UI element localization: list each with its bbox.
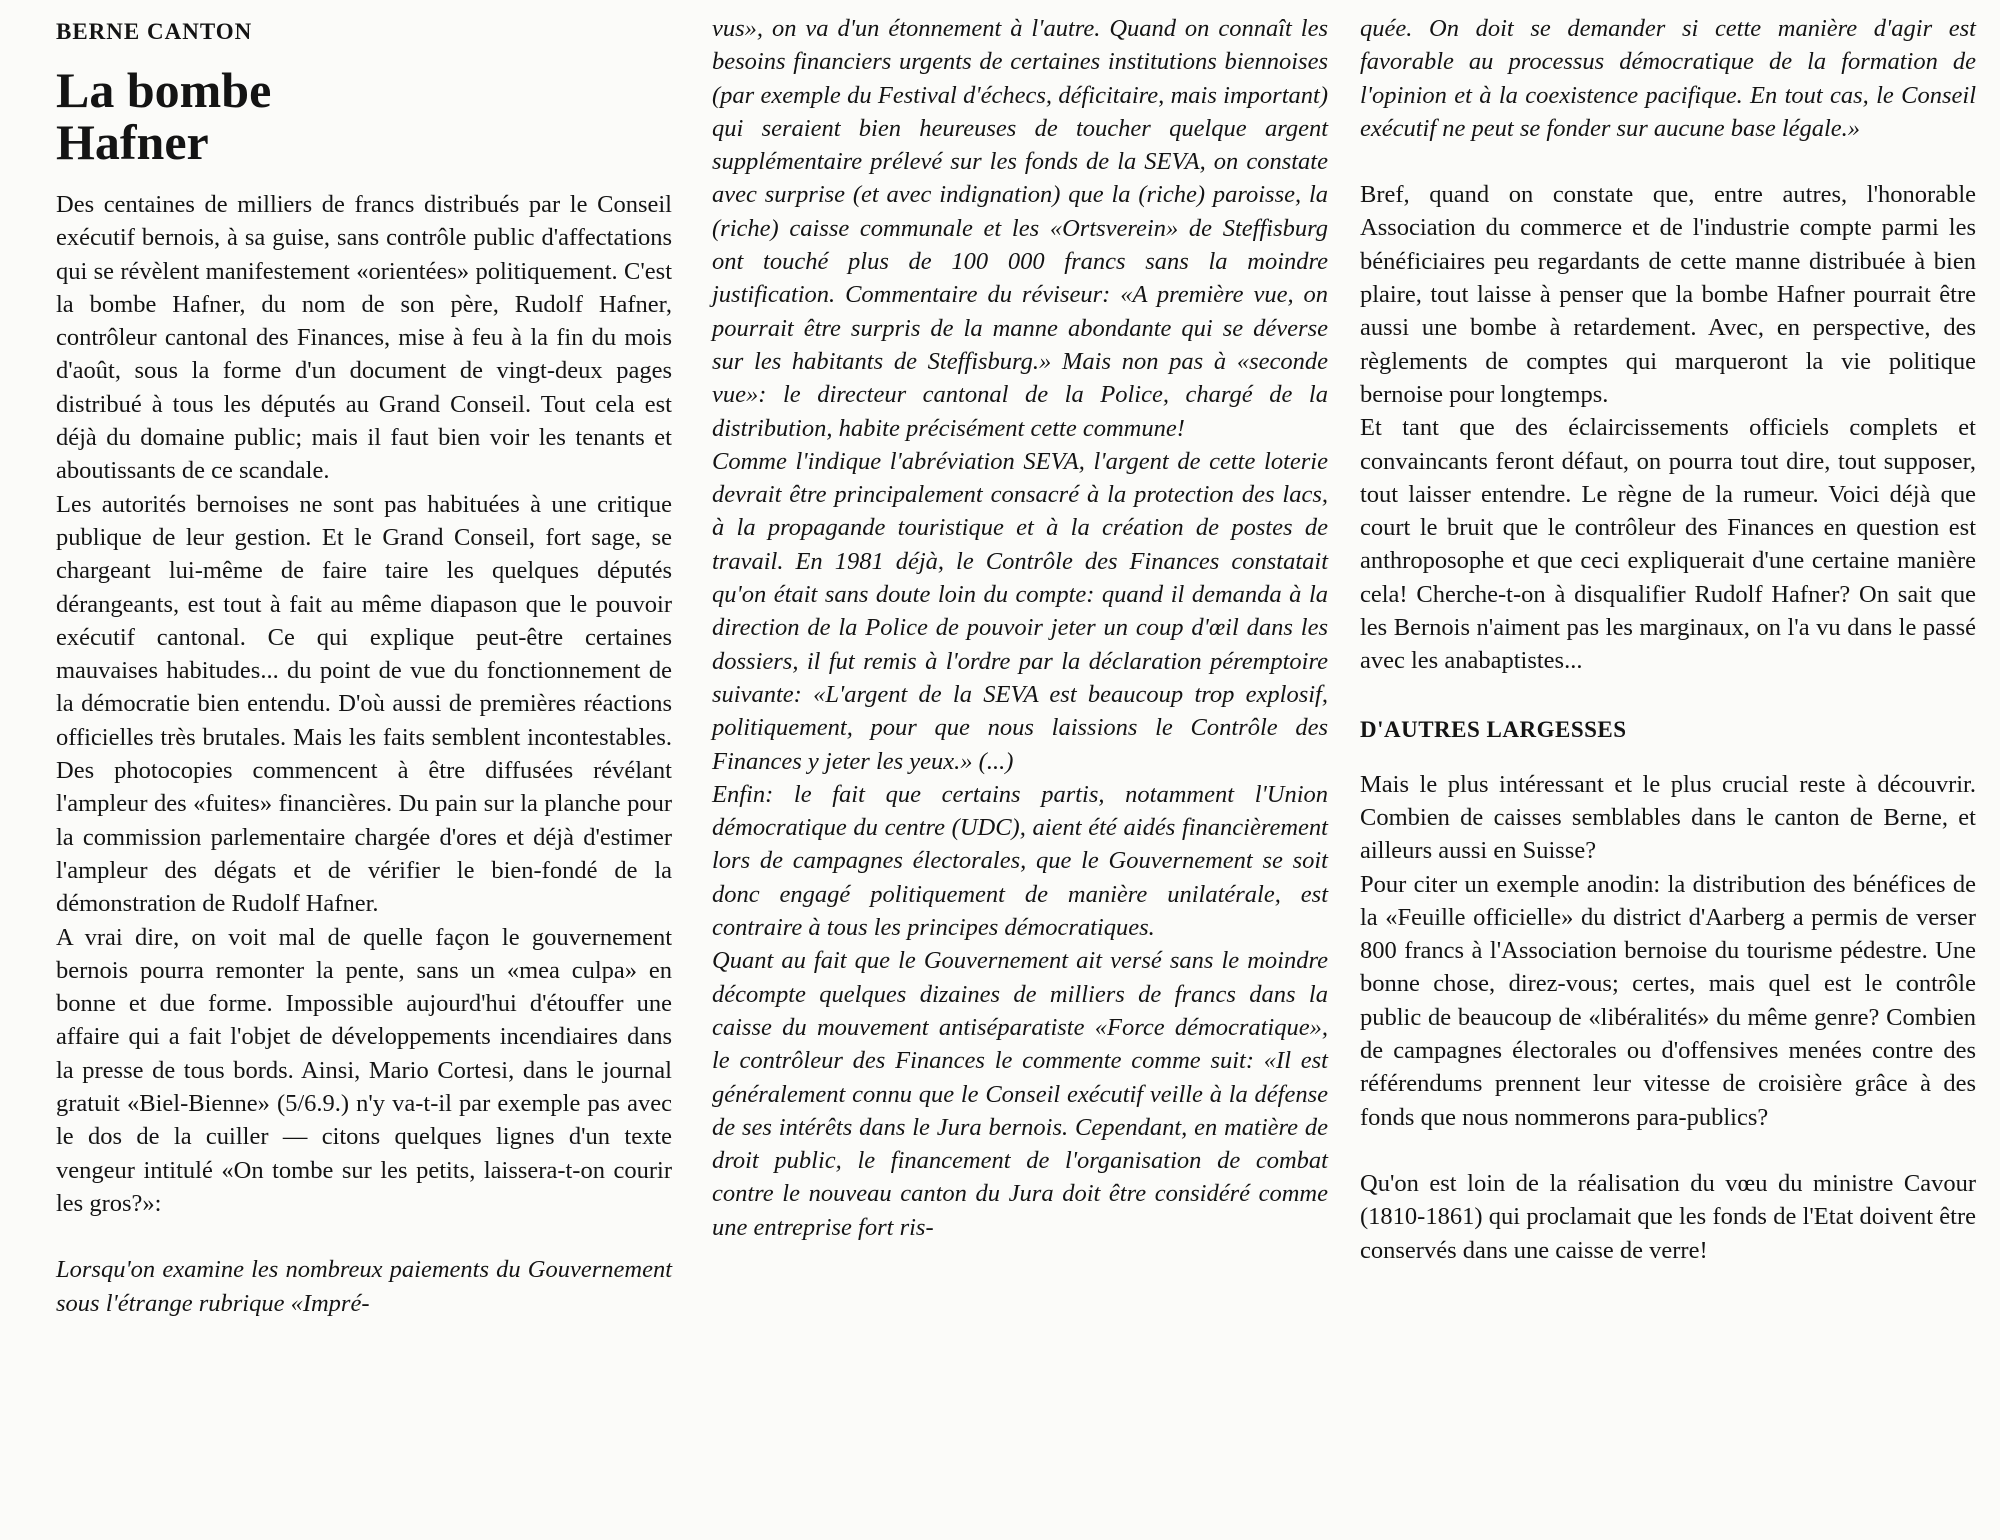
column-1: [56, 0, 672, 1320]
spacer: [1360, 145, 1976, 178]
paragraph: Les autorités bernoises ne sont pas habituées à une critique publique de leur gestion. Et le Grand Conseil, fort sage, se chargeant lui-même de faire taire les quelques députés dérangeants, est tout à fait au même diapason que le pouvoir exécutif cantonal. Ce qui explique peut-être certaines mauvaises habitudes... du point de vue du fonctionnement de la démocratie bien entendu. D'où aussi de premières réactions officielles très brutales. Mais les faits semblent incontestables. Des photocopies commencent à être diffusées révélant l'ampleur des «fuites» financières. Du pain sur la planche pour la commission parlementaire chargée d'ores et déjà d'estimer l'ampleur des dégats et de vérifier le bien-fondé de la démonstration de Rudolf Hafner.: [56, 490, 672, 918]
paragraph: Mais le plus intéressant et le plus crucial reste à découvrir. Combien de caisses semblables dans le canton de Berne, et ailleurs aussi en Suisse?: [1360, 770, 1976, 865]
subheading: D'AUTRES LARGESSES: [1360, 716, 1627, 742]
quote-paragraph: quée. On doit se demander si cette manière d'agir est favorable au processus démocratique de la formation de l'opinion et à la coexistence pacifique. En tout cas, le Conseil exécutif ne peut se fonder sur aucune base légale.»: [1360, 15, 1976, 142]
quote-paragraph: vus», on va d'un étonnement à l'autre. Quand on connaît les besoins financiers urgents de certaines institutions biennoises (par exemple du Festival d'échecs, déficitaire, mais important) qui seraient bien heureuses de toucher quelque argent supplémentaire prélevé sur les fonds de la SEVA, on constate avec surprise (et avec indignation) que la (riche) paroisse, la (riche) caisse communale et les «Ortsverein» de Steffisburg ont touché plus de 100 000 francs sans la moindre justification. Commentaire du réviseur: «A première vue, on pourrait être surpris de la manne abondante qui se déverse sur les habitants de Steffisburg.» Mais non pas à «seconde vue»: le directeur cantonal de la Police, chargé de la distribution, habite précisément cette commune!: [712, 15, 1328, 442]
spacer: [1360, 1134, 1976, 1167]
paragraph: Des centaines de milliers de francs distribués par le Conseil exécutif bernois, à sa guise, sans contrôle public d'affectations qui se révèlent manifestement «orientées» politiquement. C'est la bombe Hafner, du nom de son père, Rudolf Hafner, contrôleur cantonal des Finances, mise à feu à la fin du mois d'août, sous la forme d'un document de vingt-deux pages distribué à tous les députés au Grand Conseil. Tout cela est déjà du domaine public; mais il faut bien voir les tenants et aboutissants de ce scandale.: [56, 191, 672, 485]
title-line-1: La bombe: [56, 62, 272, 118]
paragraph: Pour citer un exemple anodin: la distribution des bénéfices de la «Feuille officielle» du district d'Aarberg a permis de verser 800 francs à l'Association bernoise du tourisme pédestre. Une bonne chose, direz-vous; certes, mais quel est le contrôle public de beaucoup de «libéralités» du même genre? Combien de campagnes électorales ou d'offensives menées contre des référendums prennent leur vitesse de croisière grâce à des fonds que nous nommerons para-publics?: [1360, 870, 1976, 1131]
quote-paragraph: Quant au fait que le Gouvernement ait versé sans le moindre décompte quelques dizaines de milliers de francs dans la caisse du mouvement antiséparatiste «Force démocratique», le contrôleur des Finances le commente comme suit: «Il est généralement connu que le Conseil exécutif veille à la défense de ses intérêts dans le Jura bernois. Cependant, en matière de droit public, le financement de l'organisation de combat contre le nouveau canton du Jura doit être considéré comme une entreprise fort ris-: [712, 947, 1328, 1241]
quote-paragraph: Enfin: le fait que certains partis, notamment l'Union démocratique du centre (UDC), aient été aidés financièrement lors de campagnes électorales, que le Gouvernement se soit donc engagé politiquement de manière unilatérale, est contraire à tous les principes démocratiques.: [712, 780, 1328, 942]
quote-paragraph: Lorsqu'on examine les nombreux paiements du Gouvernement sous l'étrange rubrique «Impré-: [56, 1256, 672, 1317]
section-kicker: BERNE CANTON: [56, 19, 253, 44]
spacer: [56, 1220, 672, 1253]
paragraph: A vrai dire, on voit mal de quelle façon le gouvernement bernois pourra remonter la pente, sans un «mea culpa» en bonne et due forme. Impossible aujourd'hui d'étouffer une affaire qui a fait l'objet de développements incendiaires dans la presse de tous bords. Ainsi, Mario Cortesi, dans le journal gratuit «Biel-Bienne» (5/6.9.) n'y va-t-il par exemple pas avec le dos de la cuiller — citons quelques lignes d'un texte vengeur intitulé «On tombe sur les petits, laissera-t-on courir les gros?»:: [56, 923, 672, 1217]
quote-paragraph: Comme l'indique l'abréviation SEVA, l'argent de cette loterie devrait être principalement consacré à la protection des lacs, à la propagande touristique et à la création de postes de travail. En 1981 déjà, le Contrôle des Finances constatait qu'on était sans doute loin du compte: quand il demanda à la direction de la Police de pouvoir jeter un coup d'œil dans les dossiers, il fut remis à l'ordre par la déclaration péremptoire suivante: «L'argent de la SEVA est beaucoup trop explosif, politiquement, pour que nous laissions le Contrôle des Finances y jeter les yeux.» (...): [712, 447, 1328, 775]
paragraph: Et tant que des éclaircissements officiels complets et convaincants feront défaut, on pourra tout dire, tout supposer, tout laisser entendre. Le règne de la rumeur. Voici déjà que court le bruit que le contrôleur des Finances en question est anthroposophe et que ceci expliquerait d'une certaine manière cela! Cherche-t-on à disqualifier Rudolf Hafner? On sait que les Bernois n'aiment pas les marginaux, on l'a vu dans le passé avec les anabaptistes...: [1360, 414, 1976, 675]
column-2: [712, 0, 1328, 1244]
closing-paragraph: Qu'on est loin de la réalisation du vœu du ministre Cavour (1810-1861) qui proclamait que les fonds de l'Etat doivent être conservés dans une caisse de verre!: [1360, 1169, 1976, 1264]
article-title: [56, 64, 672, 168]
paragraph: Bref, quand on constate que, entre autres, l'honorable Association du commerce et de l'industrie compte parmi les bénéficiaires peu regardants de cette manne distribuée à bien plaire, tout laisse à penser que la bombe Hafner pourrait être aussi une bombe à retardement. Avec, en perspective, des règlements de comptes qui marqueront la vie politique bernoise pour longtemps.: [1360, 181, 1976, 408]
column-3: [1360, 0, 1976, 1267]
title-line-2: Hafner: [56, 114, 209, 170]
